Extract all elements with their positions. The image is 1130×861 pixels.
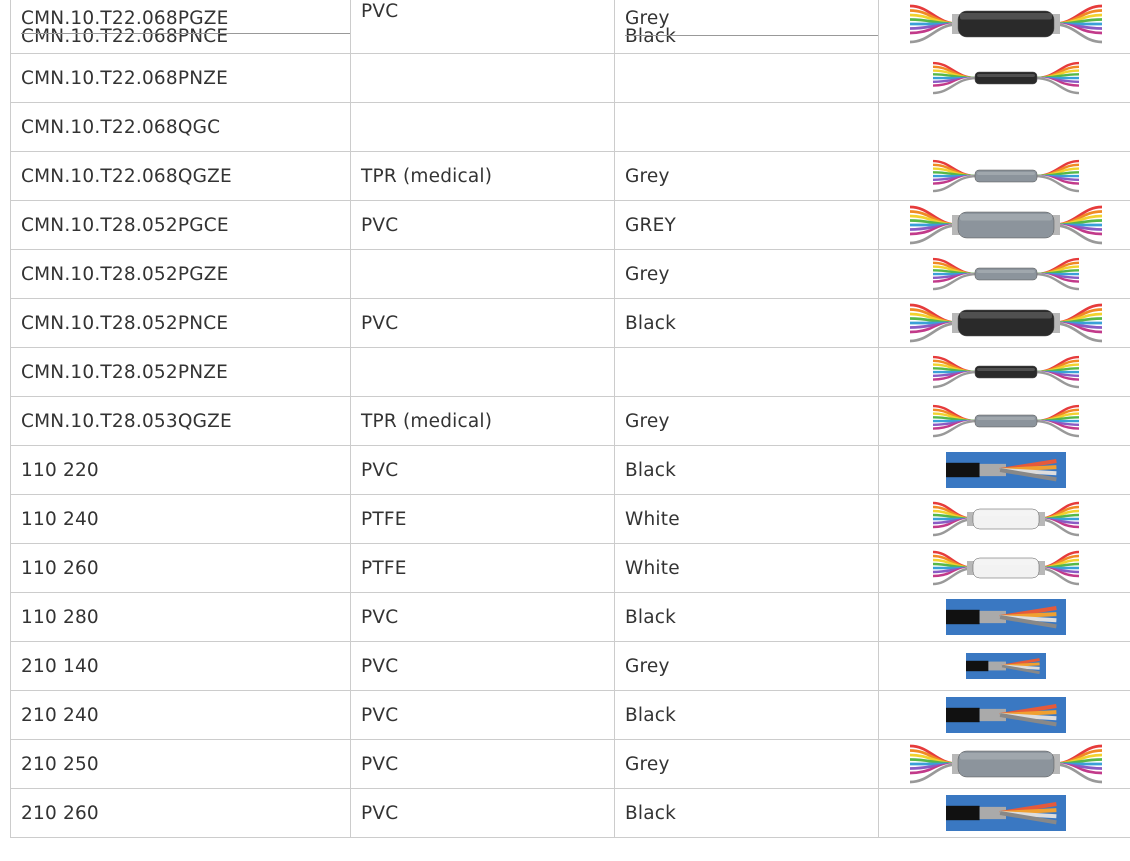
material-cell (351, 348, 615, 397)
code-cell (11, 54, 351, 103)
colour-cell (615, 789, 879, 838)
cable-image-cell (879, 152, 1130, 201)
code-cell (11, 201, 351, 250)
code-text: 110 280 (21, 606, 99, 628)
colour-text: Black (625, 26, 677, 47)
code-text: 210 240 (21, 704, 99, 726)
material-cell (351, 0, 615, 54)
cable-image (879, 653, 1130, 679)
code-cell (11, 740, 351, 789)
cable-image-cell (879, 103, 1130, 152)
code-cell (11, 642, 351, 691)
colour-text: Black (625, 606, 677, 628)
colour-cell (615, 103, 879, 152)
colour-cell (615, 446, 879, 495)
cable-image-cell (879, 789, 1130, 838)
material-cell (351, 740, 615, 789)
table-row (11, 495, 1130, 544)
cable-image-cell (879, 740, 1130, 789)
code-overlap-text: CMN.10.T22.068PGZE (21, 8, 229, 29)
colour-cell (615, 348, 879, 397)
material-text: PVC (361, 1, 399, 22)
code-text: 110 220 (21, 459, 99, 481)
cable-image-cell (879, 250, 1130, 299)
material-text: PVC (361, 312, 399, 334)
cable-image (879, 402, 1130, 440)
material-cell (351, 54, 615, 103)
cable-image (879, 795, 1130, 831)
cable-image-cell (879, 201, 1130, 250)
table-row (11, 348, 1130, 397)
material-cell (351, 397, 615, 446)
material-text: PTFE (361, 508, 407, 530)
colour-cell (615, 250, 879, 299)
code-text: 210 140 (21, 655, 99, 677)
colour-overlap-text: Grey (625, 8, 670, 29)
material-cell (351, 446, 615, 495)
cable-image-cell (879, 348, 1130, 397)
cable-image (879, 59, 1130, 97)
colour-cell (615, 397, 879, 446)
colour-text: Black (625, 704, 677, 726)
cable-image (879, 203, 1130, 247)
cable-image (879, 301, 1130, 345)
cable-image (879, 599, 1130, 635)
code-cell (11, 397, 351, 446)
material-text: PVC (361, 459, 399, 481)
material-text: PVC (361, 704, 399, 726)
table-row (11, 152, 1130, 201)
colour-text: White (625, 557, 680, 579)
code-text: 210 260 (21, 802, 99, 824)
material-text: TPR (medical) (361, 410, 493, 432)
code-text: 110 260 (21, 557, 99, 579)
material-text: TPR (medical) (361, 165, 493, 187)
colour-cell (615, 54, 879, 103)
cable-image-cell (879, 593, 1130, 642)
material-text: PVC (361, 606, 399, 628)
cable-image-cell (879, 691, 1130, 740)
colour-text: GREY (625, 214, 676, 236)
code-text: CMN.10.T22.068PNZE (21, 67, 229, 89)
table-row (11, 740, 1130, 789)
code-text: CMN.10.T28.052PNCE (21, 312, 229, 334)
cable-image (879, 742, 1130, 786)
material-cell (351, 691, 615, 740)
table-row (11, 397, 1130, 446)
material-text: PVC (361, 753, 399, 775)
colour-text: White (625, 508, 680, 530)
code-text: 110 240 (21, 508, 99, 530)
colour-cell (615, 544, 879, 593)
colour-text: Grey (625, 410, 670, 432)
code-text: CMN.10.T28.053QGZE (21, 410, 232, 432)
cable-image-cell (879, 544, 1130, 593)
code-text: CMN.10.T28.052PGCE (21, 214, 229, 236)
colour-text: Grey (625, 655, 670, 677)
colour-cell (615, 691, 879, 740)
material-cell (351, 789, 615, 838)
code-text: CMN.10.T22.068QGZE (21, 165, 232, 187)
colour-text: Black (625, 802, 677, 824)
material-cell (351, 250, 615, 299)
cable-image-cell (879, 397, 1130, 446)
colour-cell (615, 201, 879, 250)
material-cell (351, 103, 615, 152)
cable-image (879, 548, 1130, 588)
cable-image-cell (879, 446, 1130, 495)
code-cell (11, 0, 351, 54)
code-text: CMN.10.T22.068PNCE (21, 26, 229, 47)
code-cell (11, 544, 351, 593)
table-row (11, 593, 1130, 642)
code-cell (11, 495, 351, 544)
colour-text: Grey (625, 753, 670, 775)
code-text: CMN.10.T28.052PGZE (21, 263, 229, 285)
colour-cell (615, 0, 879, 54)
code-cell (11, 152, 351, 201)
table-row (11, 103, 1130, 152)
colour-text: Black (625, 312, 677, 334)
colour-text: Grey (625, 165, 670, 187)
material-cell (351, 201, 615, 250)
table-row (11, 642, 1130, 691)
cable-image-cell (879, 642, 1130, 691)
cable-image-cell (879, 0, 1130, 54)
cable-image (879, 697, 1130, 733)
table-row (11, 299, 1130, 348)
table-row (11, 54, 1130, 103)
colour-cell (615, 740, 879, 789)
code-text: 210 250 (21, 753, 99, 775)
colour-text: Black (625, 459, 677, 481)
code-cell (11, 789, 351, 838)
cable-image (879, 255, 1130, 293)
table-row (11, 544, 1130, 593)
cable-image (879, 353, 1130, 391)
colour-cell (615, 152, 879, 201)
code-cell (11, 691, 351, 740)
cable-image-cell (879, 54, 1130, 103)
code-text: CMN.10.T28.052PNZE (21, 361, 229, 383)
cable-image (879, 157, 1130, 195)
table-row (11, 789, 1130, 838)
material-cell (351, 495, 615, 544)
code-cell (11, 446, 351, 495)
material-text: PVC (361, 802, 399, 824)
material-cell (351, 152, 615, 201)
table-row (11, 250, 1130, 299)
cable-image (879, 452, 1130, 488)
colour-text: Grey (625, 263, 670, 285)
cable-image (879, 2, 1130, 46)
code-cell (11, 103, 351, 152)
material-text: PVC (361, 655, 399, 677)
material-cell (351, 642, 615, 691)
material-cell (351, 593, 615, 642)
table-row (11, 446, 1130, 495)
code-cell (11, 250, 351, 299)
table-row (11, 691, 1130, 740)
colour-cell (615, 593, 879, 642)
colour-cell (615, 495, 879, 544)
cable-image-cell (879, 495, 1130, 544)
cable-table (10, 0, 1130, 838)
code-cell (11, 348, 351, 397)
colour-cell (615, 299, 879, 348)
code-cell (11, 593, 351, 642)
cable-image (879, 499, 1130, 539)
cable-image-cell (879, 299, 1130, 348)
material-cell (351, 544, 615, 593)
material-text: PTFE (361, 557, 407, 579)
material-cell (351, 299, 615, 348)
material-text: PVC (361, 214, 399, 236)
cable-table-container (10, 0, 1130, 861)
table-row (11, 201, 1130, 250)
colour-cell (615, 642, 879, 691)
table-row (11, 0, 1130, 54)
code-cell (11, 299, 351, 348)
code-text: CMN.10.T22.068QGC (21, 116, 221, 138)
